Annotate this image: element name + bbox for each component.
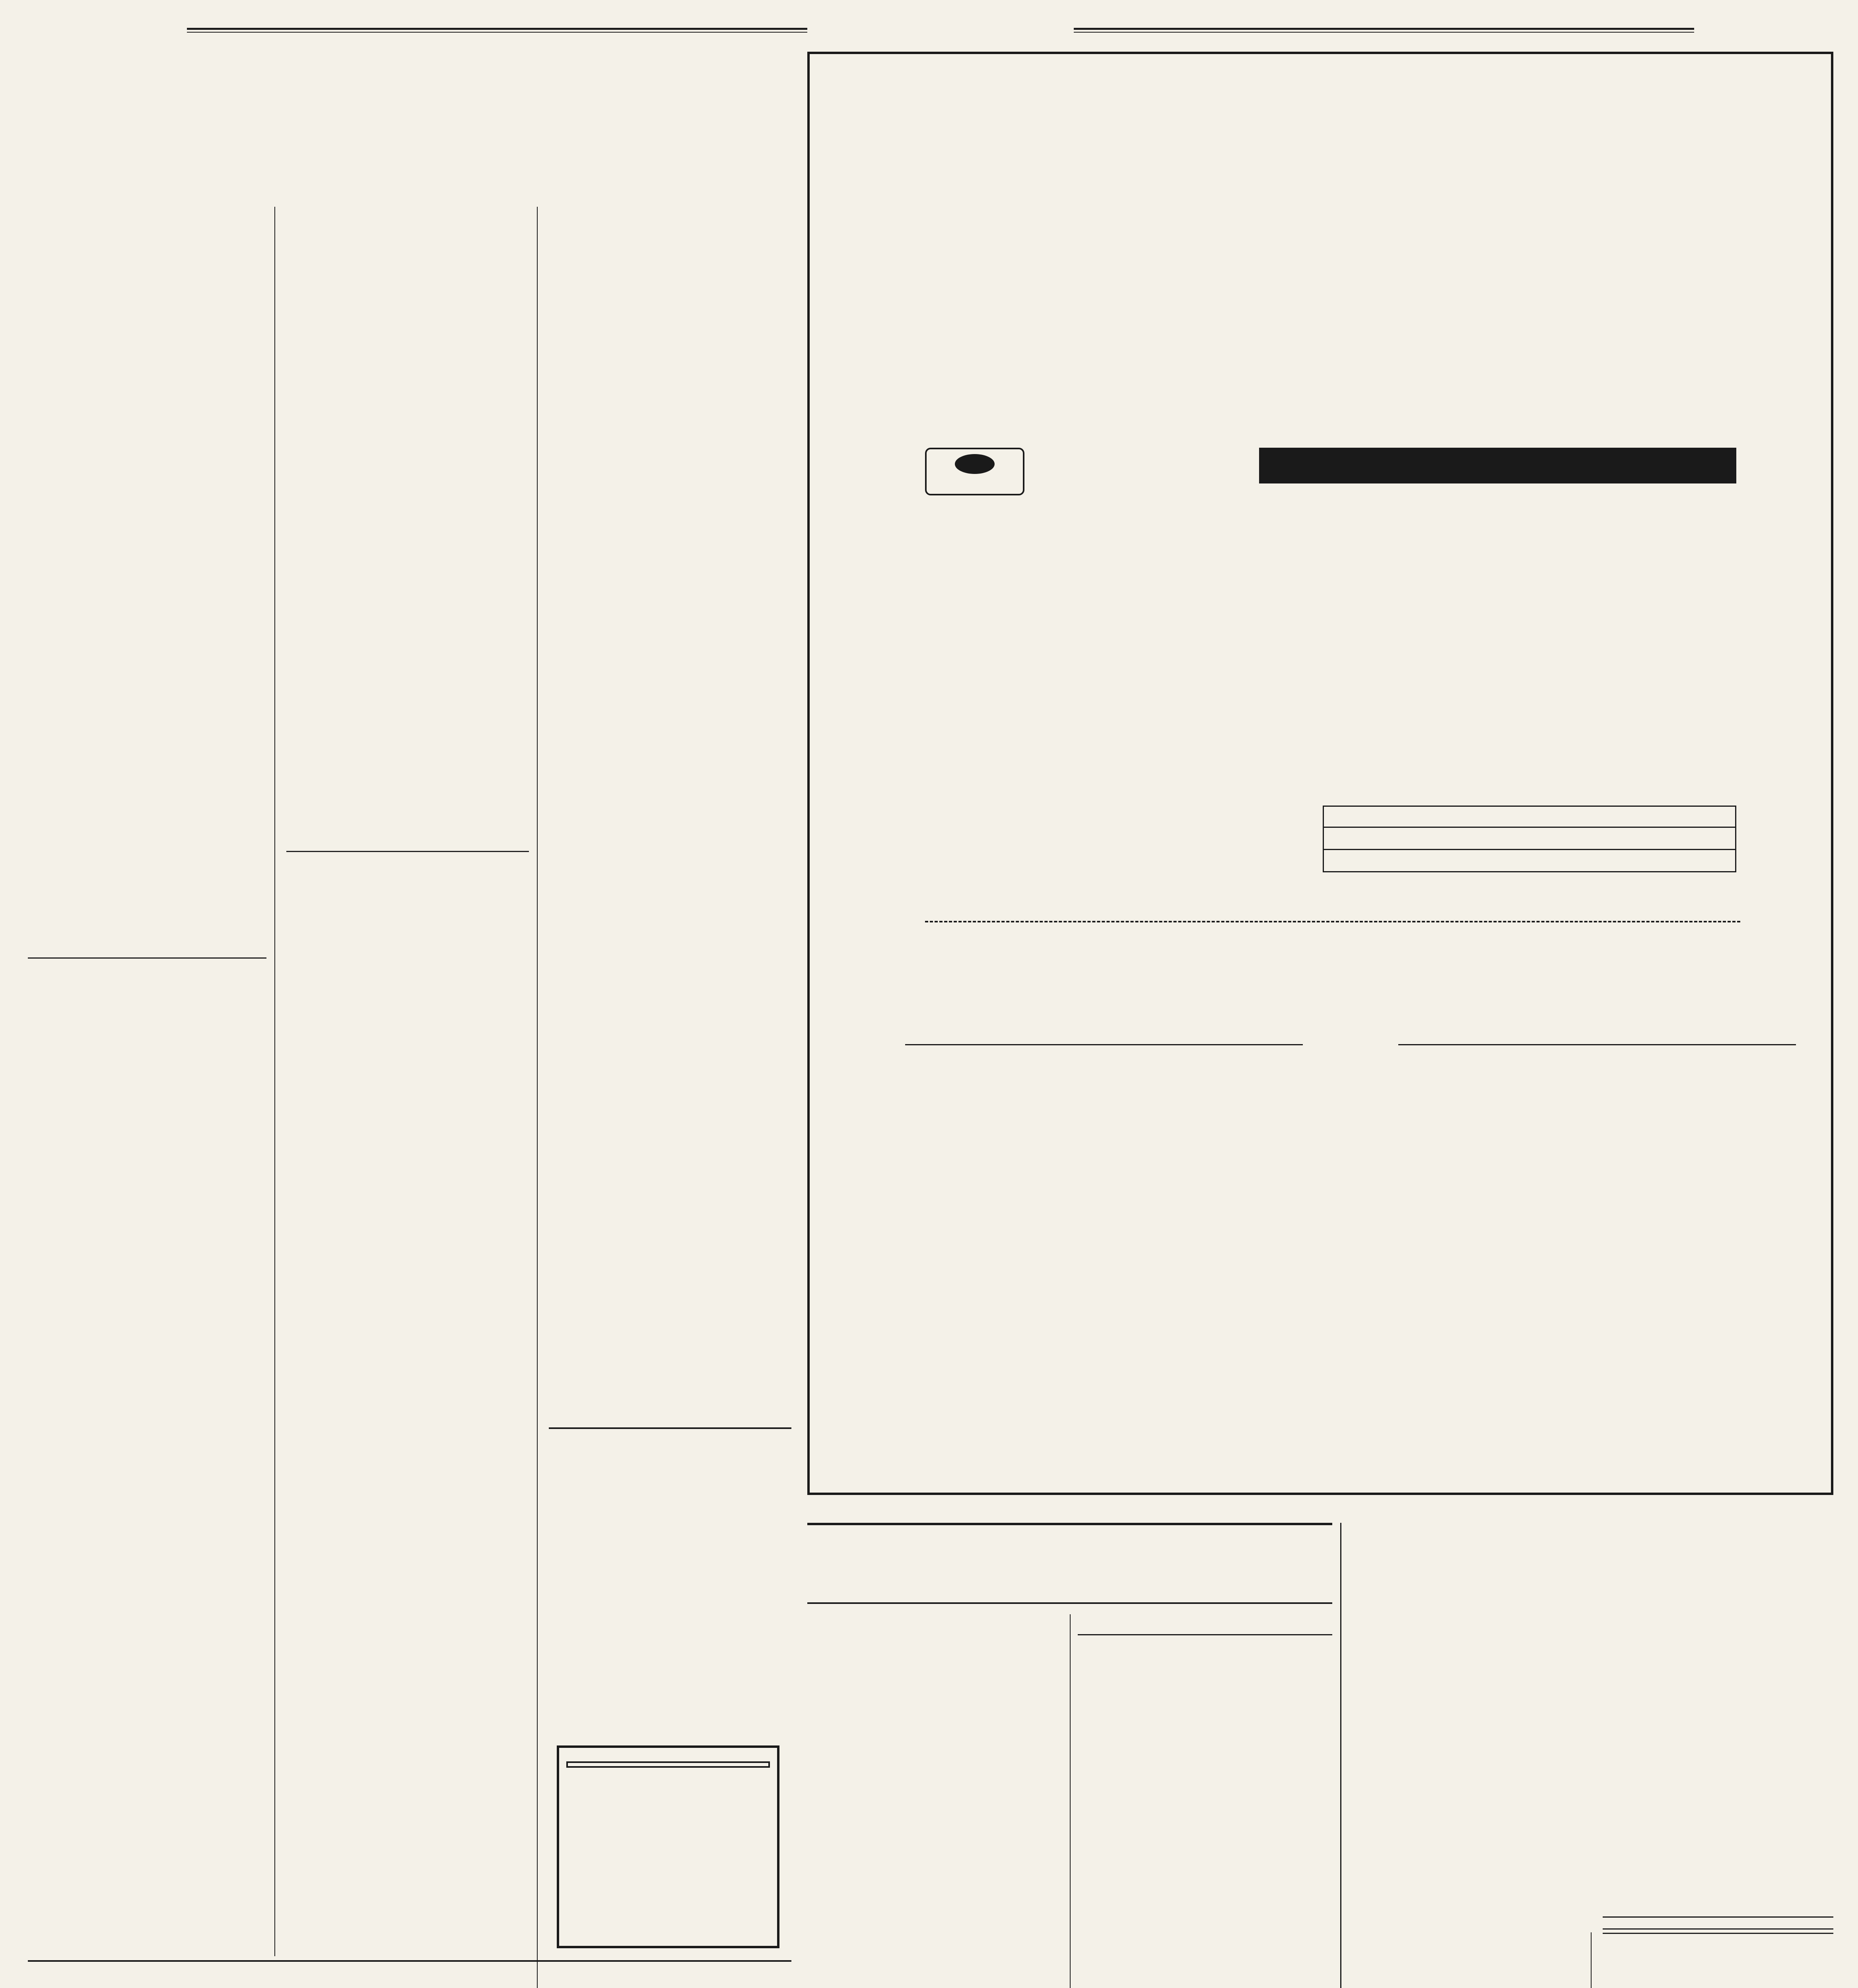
lead-subhead-1 bbox=[28, 957, 266, 963]
coimbra-a1-body bbox=[807, 1626, 1058, 1988]
lead-col-2 bbox=[286, 203, 529, 1646]
spain-table bbox=[905, 1044, 1303, 1045]
leilao-notice bbox=[549, 1427, 791, 1730]
obras-body bbox=[1603, 1939, 1833, 1988]
coimbra-a3-body bbox=[1078, 1647, 1332, 1988]
sessao-article bbox=[28, 1968, 533, 1988]
handwriting bbox=[1152, 530, 1502, 604]
totobola-coupon bbox=[925, 448, 1740, 996]
obras-section bbox=[1603, 1916, 1833, 1988]
ad-instrucao bbox=[557, 1745, 779, 1948]
italy-table bbox=[1398, 1044, 1796, 1045]
lead-subhead-2 bbox=[286, 851, 529, 856]
sessao-col2 bbox=[286, 1976, 533, 1988]
totobola-section bbox=[807, 52, 1833, 1495]
santa-casa-banner bbox=[1259, 448, 1736, 483]
obras-commission bbox=[1603, 1928, 1833, 1934]
horario-notice bbox=[549, 1960, 791, 1988]
bet-headers bbox=[1032, 487, 1736, 505]
lead-col2-text bbox=[286, 203, 529, 839]
field-localidade[interactable] bbox=[1323, 850, 1736, 872]
page-header bbox=[28, 17, 1833, 41]
form-fields bbox=[1323, 806, 1736, 872]
totobola-logo bbox=[925, 448, 1024, 495]
lead-col-3 bbox=[549, 203, 791, 1427]
lead-col2b-text bbox=[286, 863, 529, 1646]
sessao-col1 bbox=[28, 1974, 266, 1988]
lead-col1-text bbox=[28, 206, 266, 949]
field-nome[interactable] bbox=[1323, 806, 1736, 828]
field-morada[interactable] bbox=[1323, 828, 1736, 850]
leilao-body bbox=[549, 1435, 791, 1642]
lead-col-1 bbox=[28, 203, 266, 1478]
totobola-logo-icon bbox=[955, 454, 995, 474]
lead-col3-text bbox=[549, 203, 791, 1427]
lead-col1b-text bbox=[28, 969, 266, 1478]
ad-instrucao-big bbox=[566, 1761, 770, 1768]
